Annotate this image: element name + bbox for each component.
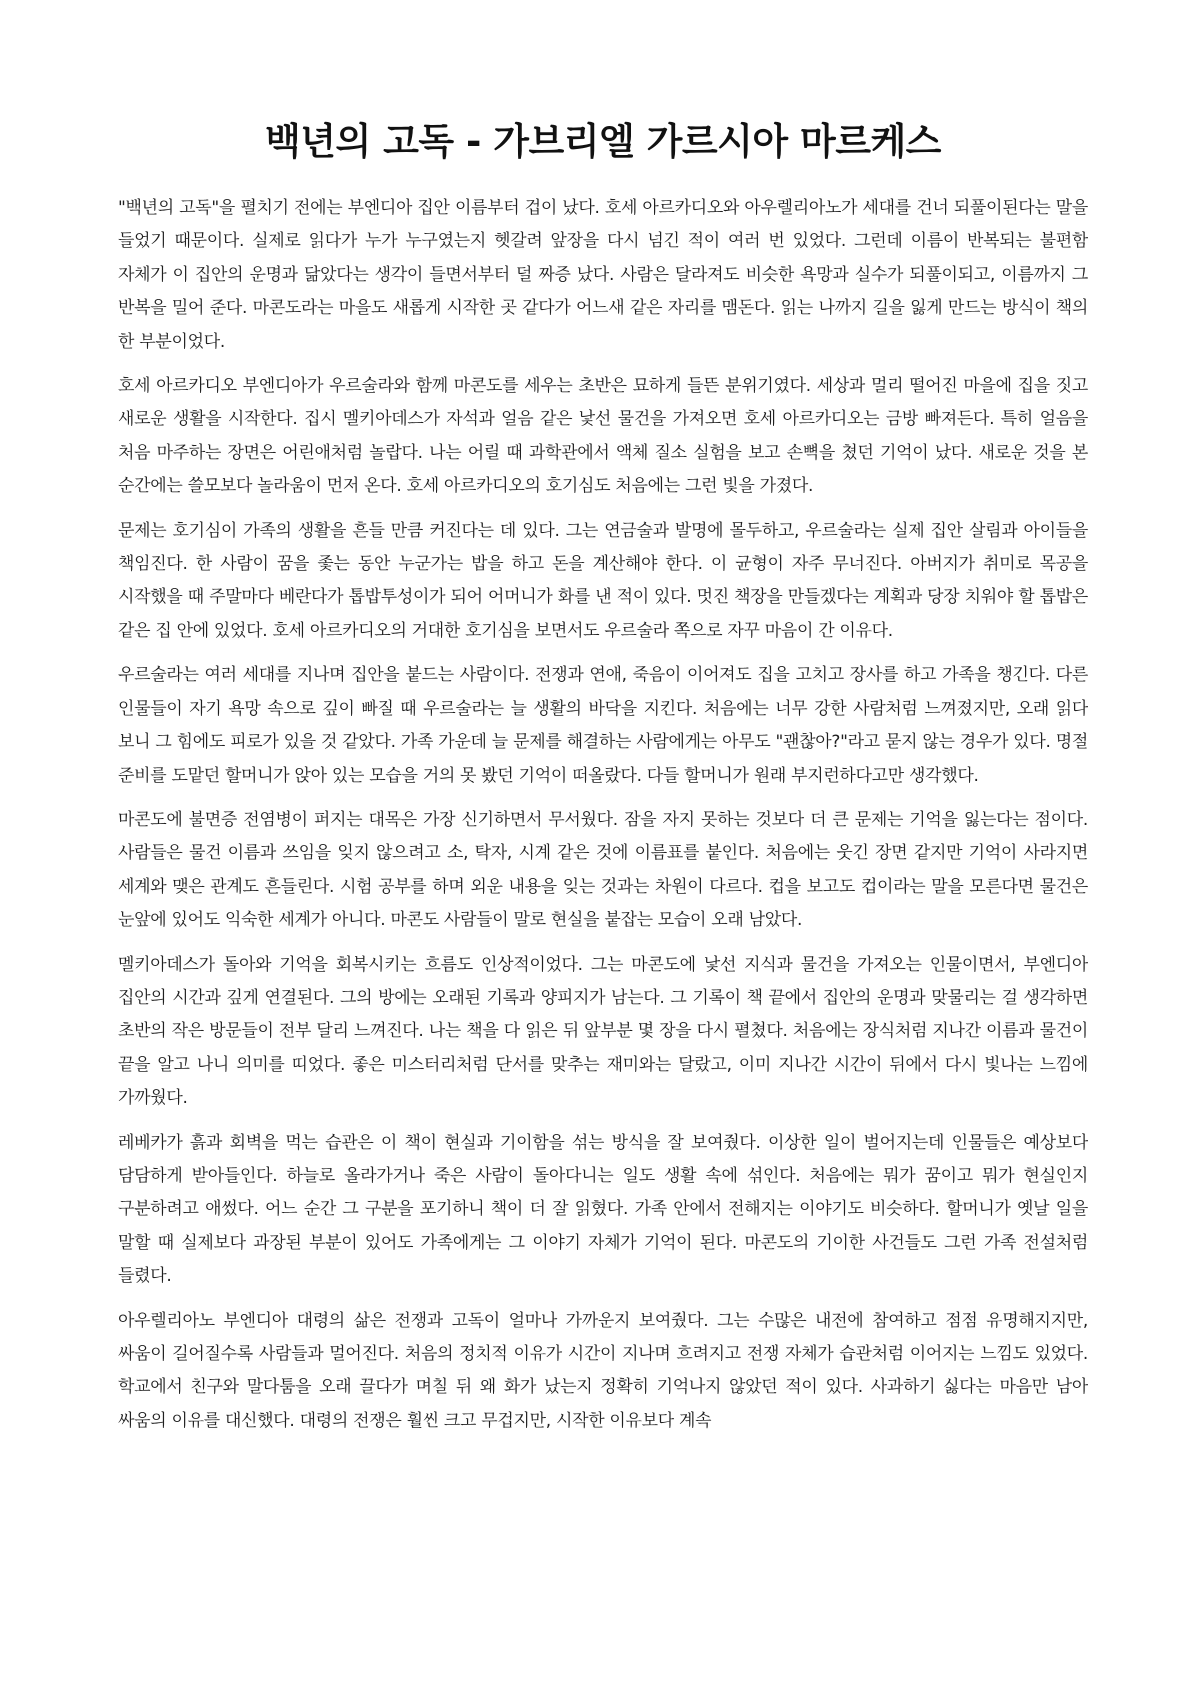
paragraph-1: "백년의 고독"을 펼치기 전에는 부엔디아 집안 이름부터 겁이 났다. 호세 아르카디오와 아우렐리아노가 세대를 건너 되풀이된다는 말을 들었기 때문이다. 실제로 읽다가 누가 누구였는지 헷갈려 앞장을 다시 넘긴 적이 여러 번 있었다. 그런데 이름이 반복되는 불편함 자체가 이 집안의 운명과 닮았다는 생각이 들면서부터 덜 짜증 났다. 사람은 달라져도 비슷한 욕망과 실수가 되풀이되고, 이름까지 그 반복을 밀어 준다. 마콘도라는 마을도 새롭게 시작한 곳 같다가 어느새 같은 자리를 맴돈다. 읽는 나까지 길을 잃게 만드는 방식이 책의 한 부분이었다. (118, 198, 1088, 352)
document-title: 백년의 고독 - 가브리엘 가르시아 마르케스 (265, 120, 941, 163)
paragraph-3: 문제는 호기심이 가족의 생활을 흔들 만큼 커진다는 데 있다. 그는 연금술과 발명에 몰두하고, 우르술라는 실제 집안 살림과 아이들을 책임진다. 한 사람이 꿈을 좇는 동안 누군가는 밥을 하고 돈을 계산해야 한다. 이 균형이 자주 무너진다. 아버지가 취미로 목공을 시작했을 때 주말마다 베란다가 톱밥투성이가 되어 어머니가 화를 낸 적이 있다. 멋진 책장을 만들겠다는 계획과 당장 치워야 할 톱밥은 같은 집 안에 있었다. 호세 아르카디오의 거대한 호기심을 보면서도 우르술라 쪽으로 자꾸 마음이 간 이유다. (118, 520, 1088, 641)
document-body (118, 192, 1088, 1438)
paragraph-8: 아우렐리아노 부엔디아 대령의 삶은 전쟁과 고독이 얼마나 가까운지 보여줬다. 그는 수많은 내전에 참여하고 점점 유명해지지만, 싸움이 길어질수록 사람들과 멀어진다. 처음의 정치적 이유가 시간이 지나며 흐려지고 전쟁 자체가 습관처럼 이어지는 느낌도 있었다. 학교에서 친구와 말다툼을 오래 끌다가 며칠 뒤 왜 화가 났는지 정확히 기억나지 않았던 적이 있다. 사과하기 싫다는 마음만 남아 싸움의 이유를 대신했다. 대령의 전쟁은 훨씬 크고 무겁지만, 시작한 이유보다 계속 (118, 1310, 1088, 1431)
document-page (118, 0, 1088, 1696)
paragraph-4: 우르술라는 여러 세대를 지나며 집안을 붙드는 사람이다. 전쟁과 연애, 죽음이 이어져도 집을 고치고 장사를 하고 가족을 챙긴다. 다른 인물들이 자기 욕망 속으로 깊이 빠질 때 우르술라는 늘 생활의 바닥을 지킨다. 처음에는 너무 강한 사람처럼 느껴졌지만, 오래 읽다 보니 그 힘에도 피로가 있을 것 같았다. 가족 가운데 늘 문제를 해결하는 사람에게는 아무도 "괜찮아?"라고 묻지 않는 경우가 있다. 명절 준비를 도맡던 할머니가 앉아 있는 모습을 거의 못 봤던 기억이 떠올랐다. 다들 할머니가 원래 부지런하다고만 생각했다. (118, 665, 1088, 786)
paragraph-7: 레베카가 흙과 회벽을 먹는 습관은 이 책이 현실과 기이함을 섞는 방식을 잘 보여줬다. 이상한 일이 벌어지는데 인물들은 예상보다 담담하게 받아들인다. 하늘로 올라가거나 죽은 사람이 돌아다니는 일도 생활 속에 섞인다. 처음에는 뭐가 꿈이고 뭐가 현실인지 구분하려고 애썼다. 어느 순간 그 구분을 포기하니 책이 더 잘 읽혔다. 가족 안에서 전해지는 이야기도 비슷하다. 할머니가 옛날 일을 말할 때 실제보다 과장된 부분이 있어도 가족에게는 그 이야기 자체가 기억이 된다. 마콘도의 기이한 사건들도 그런 가족 전설처럼 들렸다. (118, 1132, 1088, 1287)
paragraph-2: 호세 아르카디오 부엔디아가 우르술라와 함께 마콘도를 세우는 초반은 묘하게 들뜬 분위기였다. 세상과 멀리 떨어진 마을에 집을 짓고 새로운 생활을 시작한다. 집시 멜키아데스가 자석과 얼음 같은 낯선 물건을 가져오면 호세 아르카디오는 금방 빠져든다. 특히 얼음을 처음 마주하는 장면은 어린애처럼 놀랍다. 나는 어릴 때 과학관에서 액체 질소 실험을 보고 손뼉을 쳤던 기억이 났다. 새로운 것을 본 순간에는 쓸모보다 놀라움이 먼저 온다. 호세 아르카디오의 호기심도 처음에는 그런 빛을 가졌다. (118, 376, 1088, 497)
paragraph-6: 멜키아데스가 돌아와 기억을 회복시키는 흐름도 인상적이었다. 그는 마콘도에 낯선 지식과 물건을 가져오는 인물이면서, 부엔디아 집안의 시간과 깊게 연결된다. 그의 방에는 오래된 기록과 양피지가 남는다. 그 기록이 책 끝에서 집안의 운명과 맞물리는 걸 생각하면 초반의 작은 방문들이 전부 달리 느껴진다. 나는 책을 다 읽은 뒤 앞부분 몇 장을 다시 펼쳤다. 처음에는 장식처럼 지나간 이름과 물건이 끝을 알고 나니 의미를 띠었다. 좋은 미스터리처럼 단서를 맞추는 재미와는 달랐고, 이미 지나간 시간이 뒤에서 다시 빛나는 느낌에 가까웠다. (118, 954, 1088, 1109)
paragraph-5: 마콘도에 불면증 전염병이 퍼지는 대목은 가장 신기하면서 무서웠다. 잠을 자지 못하는 것보다 더 큰 문제는 기억을 잃는다는 점이다. 사람들은 물건 이름과 쓰임을 잊지 않으려고 소, 탁자, 시계 같은 것에 이름표를 붙인다. 처음에는 웃긴 장면 같지만 기억이 사라지면 세계와 맺은 관계도 흔들린다. 시험 공부를 하며 외운 내용을 잊는 것과는 차원이 다르다. 컵을 보고도 컵이라는 말을 모른다면 물건은 눈앞에 있어도 익숙한 세계가 아니다. 마콘도 사람들이 말로 현실을 붙잡는 모습이 오래 남았다. (118, 809, 1088, 931)
